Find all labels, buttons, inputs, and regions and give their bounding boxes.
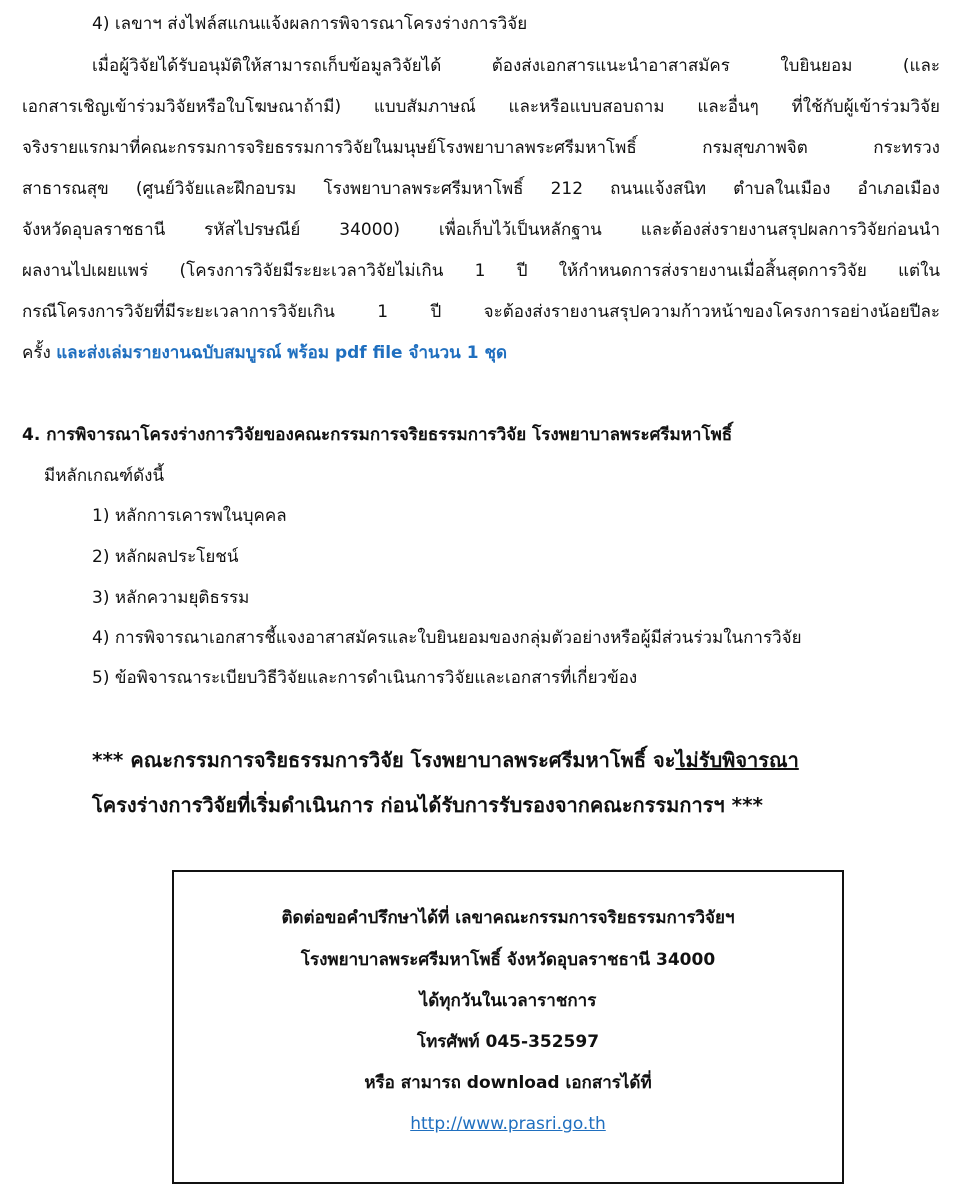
paragraph-line-5: จังหวัดอุบลราชธานี รหัสไปรษณีย์ 34000) เพื่อเก็บไว้เป็นหลักฐาน และต้องส่งรายงานสรุปผลการวิจัยก่อนนำ bbox=[22, 220, 940, 240]
paragraph-line-6: ผลงานไปเผยแพร่ (โครงการวิจัยมีระยะเวลาวิจัยไม่เกิน 1 ปี ให้กำหนดการส่งรายงานเมื่อสิ้นสุดการวิจัย แต่ใน bbox=[22, 261, 940, 281]
contact-line-2: โรงพยาบาลพระศรีมหาโพธิ์ จังหวัดอุบลราชธานี 34000 bbox=[300, 950, 716, 970]
paragraph-line-2: เอกสารเชิญเข้าร่วมวิจัยหรือใบโฆษณาถ้ามี) แบบสัมภาษณ์ และหรือแบบสอบถาม และอื่นๆ ที่ใช้กับผู้เข้าร่วมวิจัย bbox=[22, 97, 940, 117]
notice-line-2: โครงร่างการวิจัยที่เริ่มดำเนินการ ก่อนได้รับการรับรองจากคณะกรรมการฯ *** bbox=[92, 793, 763, 817]
contact-line-5: หรือ สามารถ download เอกสารได้ที่ bbox=[364, 1073, 652, 1093]
top-list-item: 4) เลขาฯ ส่งไฟล์สแกนแจ้งผลการพิจารณาโครงร่างการวิจัย bbox=[92, 14, 528, 34]
section-4-intro: มีหลักเกณฑ์ดังนี้ bbox=[44, 466, 165, 486]
paragraph-last-line bbox=[22, 341, 507, 365]
criteria-item-2: 2) หลักผลประโยชน์ bbox=[92, 547, 239, 567]
paragraph-line-4: สาธารณสุข (ศูนย์วิจัยและฝึกอบรม โรงพยาบาลพระศรีมหาโพธิ์ 212 ถนนแจ้งสนิท ตำบลในเมือง อำเภอเมือง bbox=[22, 179, 940, 199]
criteria-item-3: 3) หลักความยุติธรรม bbox=[92, 588, 250, 608]
website-link[interactable]: http://www.prasri.go.th bbox=[410, 1114, 606, 1134]
paragraph-line-1: เมื่อผู้วิจัยได้รับอนุมัติให้สามารถเก็บข้อมูลวิจัยได้ ต้องส่งเอกสารแนะนำอาสาสมัคร ใบยินยอม (และ bbox=[92, 56, 940, 76]
paragraph-line-3: จริงรายแรกมาที่คณะกรรมการจริยธรรมการวิจัยในมนุษย์โรงพยาบาลพระศรีมหาโพธิ์ กรมสุขภาพจิต กระทรวง bbox=[22, 138, 940, 158]
contact-line-1: ติดต่อขอคำปรึกษาได้ที่ เลขาคณะกรรมการจริยธรรมการวิจัยฯ bbox=[281, 908, 735, 928]
notice-underlined-text: ไม่รับพิจารณา bbox=[675, 748, 799, 772]
criteria-item-4: 4) การพิจารณาเอกสารชี้แจงอาสาสมัครและใบยินยอมของกลุ่มตัวอย่างหรือผู้มีส่วนร่วมในการวิจัย bbox=[92, 628, 802, 648]
criteria-item-5: 5) ข้อพิจารณาระเบียบวิธีวิจัยและการดำเนินการวิจัยและเอกสารที่เกี่ยวข้อง bbox=[92, 668, 638, 688]
last-line-prefix: ครั้ง bbox=[22, 343, 51, 363]
notice-line-1-text: *** คณะกรรมการจริยธรรมการวิจัย โรงพยาบาลพระศรีมหาโพธิ์ จะ bbox=[92, 748, 676, 772]
contact-box bbox=[172, 870, 844, 1184]
section-4-heading: 4. การพิจารณาโครงร่างการวิจัยของคณะกรรมการจริยธรรมการวิจัย โรงพยาบาลพระศรีมหาโพธิ์ bbox=[22, 425, 733, 445]
contact-url-row bbox=[174, 1112, 842, 1136]
contact-line-3: ได้ทุกวันในเวลาราชการ bbox=[419, 991, 597, 1011]
submission-highlight: และส่งเล่มรายงานฉบับสมบูรณ์ พร้อม pdf file จำนวน 1 ชุด bbox=[56, 343, 508, 363]
criteria-item-1: 1) หลักการเคารพในบุคคล bbox=[92, 506, 287, 526]
paragraph-line-7: กรณีโครงการวิจัยที่มีระยะเวลาการวิจัยเกิน 1 ปี จะต้องส่งรายงานสรุปความก้าวหน้าของโครงการอย่างน้อยปีละ bbox=[22, 302, 940, 322]
notice-line-1 bbox=[92, 746, 799, 774]
contact-phone: โทรศัพท์ 045-352597 bbox=[416, 1032, 600, 1052]
